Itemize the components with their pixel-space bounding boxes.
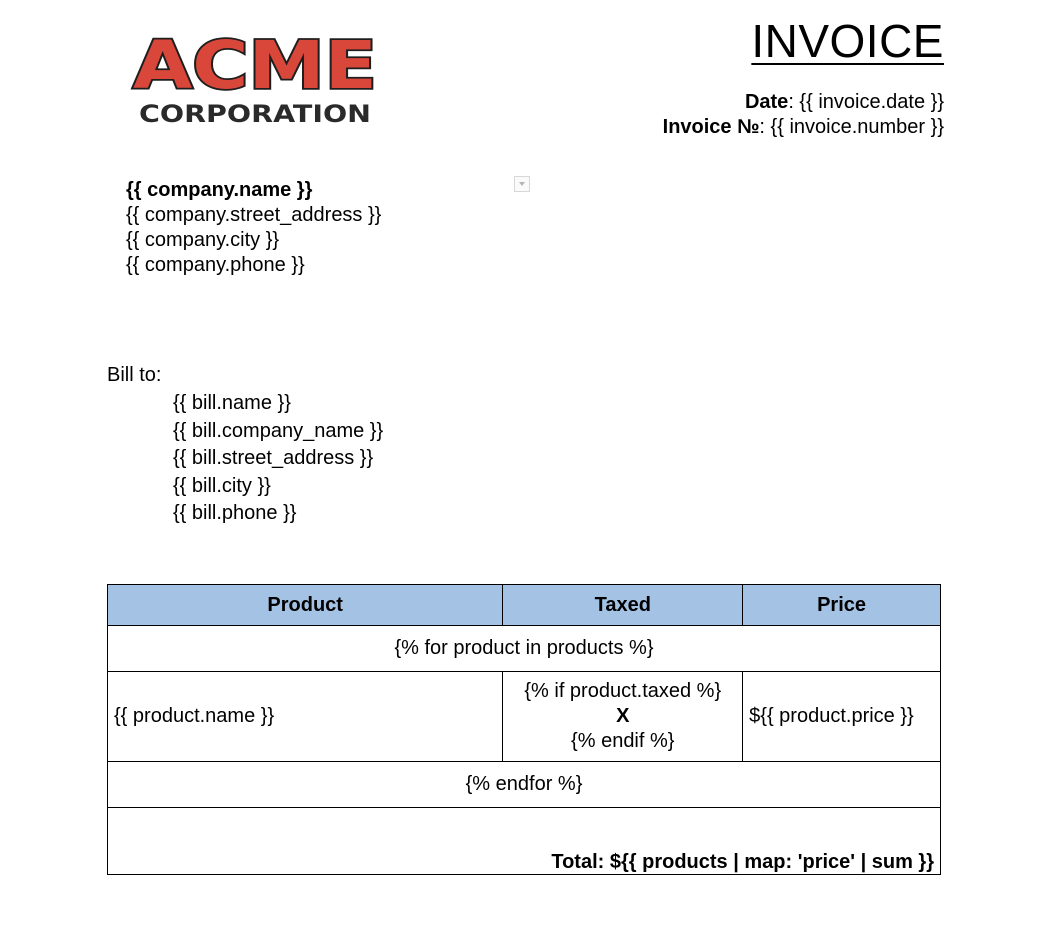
for-loop-row — [108, 626, 941, 672]
invoice-number-label: Invoice № — [662, 116, 760, 138]
taxed-mark: X — [616, 705, 630, 727]
logo-subtitle: CORPORATION — [139, 100, 371, 128]
product-name-cell: {{ product.name }} — [108, 672, 503, 762]
total-cell: Total: ${{ products | map: 'price' | sum }} — [108, 808, 941, 875]
bill-name: {{ bill.name }} — [173, 392, 291, 414]
invoice-number-value: : {{ invoice.number }} — [759, 116, 944, 138]
bill-to-label: Bill to: — [107, 364, 162, 386]
bill-phone: {{ bill.phone }} — [173, 502, 297, 525]
chevron-down-icon[interactable] — [514, 176, 530, 192]
bill-to-block — [173, 390, 383, 528]
company-name: {{ company.name }} — [126, 179, 313, 201]
products-table — [107, 584, 941, 875]
company-city: {{ company.city }} — [126, 229, 280, 251]
table-row — [108, 672, 941, 762]
bill-city: {{ bill.city }} — [173, 474, 271, 497]
taxed-if-tag: {% if product.taxed %} — [524, 680, 722, 702]
endfor-cell: {% endfor %} — [108, 762, 941, 808]
for-loop-cell: {% for product in products %} — [108, 626, 941, 672]
product-column-header: Product — [108, 585, 503, 626]
bill-company-name: {{ bill.company_name }} — [173, 419, 384, 442]
company-block — [126, 178, 381, 278]
table-header-row — [108, 585, 941, 626]
price-column-header: Price — [743, 585, 941, 626]
company-street: {{ company.street_address }} — [126, 204, 382, 226]
total-row — [108, 808, 941, 875]
date-label: Date — [744, 91, 789, 113]
product-taxed-cell — [503, 672, 743, 762]
acme-corporation-logo — [130, 22, 380, 132]
taxed-endif-tag: {% endif %} — [571, 730, 675, 752]
endfor-row — [108, 762, 941, 808]
taxed-column-header: Taxed — [503, 585, 743, 626]
invoice-meta — [663, 90, 944, 140]
invoice-number-line — [663, 115, 944, 140]
product-price-cell: ${{ product.price }} — [743, 672, 941, 762]
logo-wordmark: ACME — [133, 27, 377, 104]
invoice-title: INVOICE — [751, 15, 944, 67]
date-value: : {{ invoice.date }} — [788, 91, 944, 113]
bill-street: {{ bill.street_address }} — [173, 447, 374, 470]
invoice-date-line — [663, 90, 944, 115]
company-phone: {{ company.phone }} — [126, 254, 305, 276]
